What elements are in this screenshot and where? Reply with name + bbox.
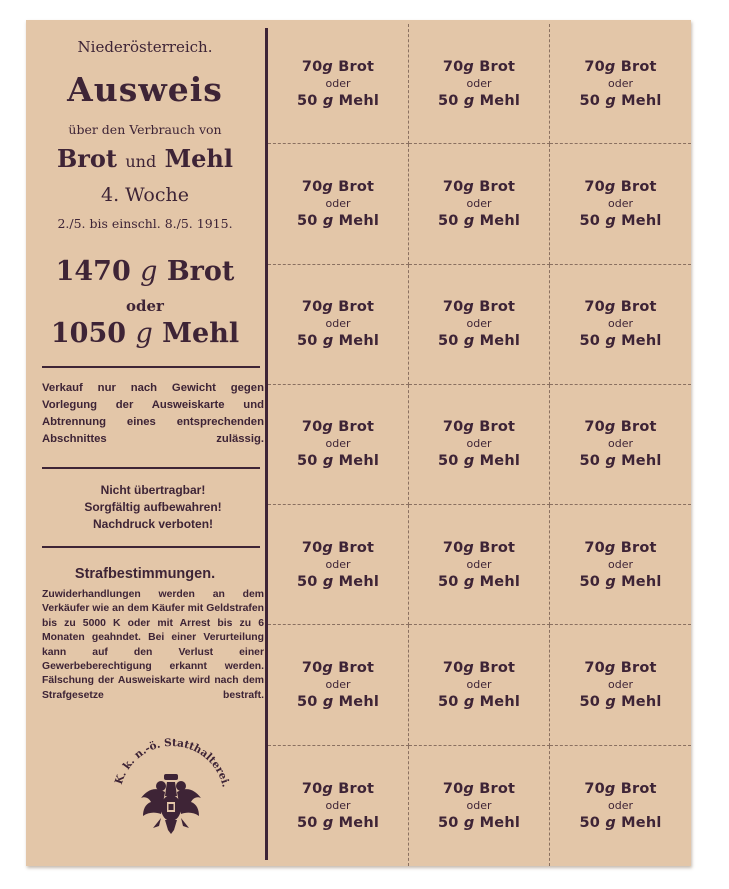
coupon-bread (302, 58, 374, 76)
coupon-bread-unit: g (322, 58, 334, 75)
coupon-flour-amount: 50 (437, 212, 459, 229)
coupon-flour-unit: g (463, 573, 475, 590)
coupon-flour-amount: 50 (579, 212, 601, 229)
coupon-bread (584, 659, 656, 677)
coupon-flour-unit: g (463, 333, 475, 350)
coupon-flour-amount: 50 (437, 453, 459, 470)
coupon-flour-amount: 50 (437, 333, 459, 350)
coupon-flour-unit: g (322, 92, 334, 109)
coupon-bread-item: Brot (338, 58, 375, 75)
coupon-flour-item: Mehl (479, 573, 521, 590)
coupon-bread (584, 178, 656, 196)
coupon-bread-amount: 70 (442, 539, 464, 556)
coupon-bread-amount: 70 (584, 178, 605, 195)
coupon-bread-unit: g (463, 178, 475, 195)
coupon-flour-unit: g (463, 92, 475, 109)
coupon-or: oder (607, 437, 633, 451)
coupon-flour-amount: 50 (579, 573, 601, 590)
coupon-flour (438, 92, 520, 110)
coupon-flour-item: Mehl (479, 333, 521, 350)
coupon-bread-amount: 70 (301, 539, 323, 556)
card-info-panel (26, 20, 264, 866)
coupon-or: oder (466, 678, 492, 692)
coupon-flour (297, 332, 379, 350)
region-label: Niederösterreich. (77, 38, 213, 56)
items-bread: Brot (56, 144, 118, 173)
date-range: 2./5. bis einschl. 8./5. 1915. (57, 216, 233, 231)
penalty-text: Zuwiderhandlungen werden an dem Verkäufer wie an dem Käufer mit Geldstrafen bis zu 5000 K oder mit Arrest bis zu 6 Monaten geahndet. Bei einer Verurteilung kann auf den Verlust einer Gewerbeberechtigung erkannt werden. Fälschung der Ausweiskarte wird nach dem Strafgesetze bestraft. (42, 589, 264, 701)
coupon-bread (584, 298, 656, 316)
coupon-bread-unit: g (463, 780, 475, 797)
coupon-flour-item: Mehl (479, 453, 521, 470)
coupon-or: oder (325, 557, 351, 571)
coupon-bread (302, 178, 374, 196)
coupon-bread-item: Brot (620, 660, 657, 677)
coupon-cell (268, 625, 409, 745)
coupon-cell (550, 625, 691, 745)
coupon-bread (302, 780, 374, 798)
penalty-title: Strafbestimmungen. (74, 566, 216, 582)
coupon-flour-item: Mehl (338, 92, 380, 109)
coupon-bread-amount: 70 (301, 780, 323, 797)
coupon-flour-unit: g (322, 453, 334, 470)
coupon-bread (443, 780, 515, 798)
coupon-bread-unit: g (463, 299, 475, 316)
coupon-bread-item: Brot (479, 539, 516, 556)
coupon-bread-amount: 70 (442, 58, 464, 75)
coupon-flour-amount: 50 (579, 694, 601, 711)
sale-conditions: Verkauf nur nach Gewicht gegen Vorlegung der Ausweiskarte und Abtrennung eines entsprechenden Abschnittes zulässig. (42, 382, 264, 445)
coupon-or: oder (466, 557, 492, 571)
coupon-or: oder (607, 76, 633, 90)
coupon-flour-item: Mehl (621, 453, 662, 470)
coupon-bread-amount: 70 (584, 299, 605, 316)
coupon-bread (302, 418, 374, 436)
coupon-flour (438, 693, 520, 711)
coupon-flour (579, 92, 661, 110)
coupon-bread-unit: g (322, 539, 334, 556)
coupon-or: oder (325, 196, 351, 210)
coupon-bread-amount: 70 (301, 419, 323, 436)
coupon-bread-unit: g (604, 178, 616, 195)
coupon-flour-item: Mehl (338, 694, 380, 711)
coupon-flour (438, 814, 520, 832)
coupon-or: oder (466, 437, 492, 451)
coupon-bread-item: Brot (479, 780, 516, 797)
coupon-bread-amount: 70 (442, 299, 464, 316)
coupon-or: oder (325, 678, 351, 692)
coupon-bread-amount: 70 (584, 58, 605, 75)
coupon-flour (579, 814, 661, 832)
coupon-cell (550, 24, 691, 144)
coupon-cell (409, 625, 550, 745)
coupon-flour-amount: 50 (296, 573, 318, 590)
coupon-or: oder (607, 317, 633, 331)
coupon-flour (579, 452, 661, 470)
coupon-flour-item: Mehl (338, 453, 380, 470)
bread-total-number: 1470 (55, 256, 131, 287)
coupon-bread-item: Brot (479, 660, 516, 677)
coupon-bread-unit: g (463, 58, 475, 75)
coupon-cell (550, 505, 691, 625)
coupon-cell (409, 144, 550, 264)
coupon-bread-item: Brot (620, 58, 657, 75)
coupon-flour-item: Mehl (479, 694, 521, 711)
coupon-or: oder (607, 196, 633, 210)
coupon-flour (438, 452, 520, 470)
coupon-flour-unit: g (605, 573, 616, 590)
coupon-bread-unit: g (604, 419, 616, 436)
coupon-flour-unit: g (605, 694, 616, 711)
coupon-bread-unit: g (322, 178, 334, 195)
eagle-seal-icon (106, 720, 236, 840)
coupon-bread-unit: g (604, 780, 616, 797)
coupon-flour-item: Mehl (621, 333, 662, 350)
coupon-flour (438, 573, 520, 591)
coupon-flour (297, 573, 379, 591)
coupon-bread-item: Brot (620, 419, 657, 436)
items-heading (26, 144, 264, 173)
coupon-flour-unit: g (322, 333, 334, 350)
coupon-bread-unit: g (604, 299, 616, 316)
seal-inscription: K. k. n.-ö. Statthalterei. (112, 736, 232, 789)
coupon-flour (579, 212, 661, 230)
coupon-cell (268, 265, 409, 385)
coupon-cell (409, 385, 550, 505)
coupon-bread-amount: 70 (584, 419, 605, 436)
coupon-cell (268, 24, 409, 144)
coupon-cell (550, 385, 691, 505)
coupon-flour-item: Mehl (621, 694, 662, 711)
coupon-cell (409, 746, 550, 866)
coupon-bread (302, 659, 374, 677)
coupon-flour-item: Mehl (338, 212, 380, 229)
card-title: Ausweis (67, 70, 223, 109)
coupon-flour-amount: 50 (437, 573, 459, 590)
coupon-bread-unit: g (322, 299, 334, 316)
coupon-or: oder (466, 196, 492, 210)
week-label: 4. Woche (101, 184, 189, 206)
coupon-bread-unit: g (463, 539, 475, 556)
coupon-bread-item: Brot (338, 660, 375, 677)
coupon-flour-item: Mehl (338, 573, 380, 590)
coupon-flour-amount: 50 (296, 92, 318, 109)
coupon-flour-unit: g (463, 212, 475, 229)
coupon-bread (584, 539, 656, 557)
coupon-bread-item: Brot (479, 58, 516, 75)
flour-total (26, 318, 264, 349)
coupon-bread-amount: 70 (584, 660, 605, 677)
coupon-flour (297, 693, 379, 711)
coupon-or: oder (607, 557, 633, 571)
coupon-or: oder (325, 798, 351, 812)
coupon-bread-amount: 70 (442, 660, 464, 677)
coupon-flour-item: Mehl (621, 814, 662, 831)
coupon-flour-amount: 50 (437, 814, 459, 831)
coupon-bread (443, 659, 515, 677)
coupon-flour (297, 92, 379, 110)
coupon-cell (268, 385, 409, 505)
coupon-bread-amount: 70 (301, 178, 323, 195)
flour-total-item: Mehl (162, 318, 240, 349)
coupon-or: oder (325, 437, 351, 451)
coupon-cell (550, 746, 691, 866)
coupon-bread-item: Brot (479, 419, 516, 436)
coupon-flour-amount: 50 (579, 92, 601, 109)
coupon-bread (443, 539, 515, 557)
coupon-flour-item: Mehl (479, 212, 521, 229)
coupon-flour-amount: 50 (296, 453, 318, 470)
coupon-grid (268, 24, 691, 866)
divider-1 (42, 366, 260, 368)
divider-2 (42, 467, 260, 469)
coupon-bread (584, 418, 656, 436)
coupon-flour-unit: g (605, 814, 616, 831)
notice-not-transferable: Nicht übertragbar! (100, 483, 206, 497)
coupon-flour (579, 332, 661, 350)
coupon-cell (409, 505, 550, 625)
coupon-cell (550, 144, 691, 264)
coupon-bread-amount: 70 (442, 780, 464, 797)
coupon-flour-amount: 50 (296, 814, 318, 831)
coupon-bread-item: Brot (479, 178, 516, 195)
ration-card (26, 20, 691, 866)
notice-no-reprint: Nachdruck verboten! (92, 517, 214, 531)
coupon-flour-unit: g (605, 212, 616, 229)
coupon-flour-amount: 50 (579, 814, 601, 831)
coupon-bread-unit: g (322, 780, 334, 797)
coupon-or: oder (325, 76, 351, 90)
coupon-bread-item: Brot (479, 299, 516, 316)
subtitle-usage: über den Verbrauch von (68, 122, 222, 137)
coupon-bread (443, 58, 515, 76)
coupon-flour-amount: 50 (296, 694, 318, 711)
coupon-bread-amount: 70 (584, 539, 605, 556)
coupon-bread-amount: 70 (301, 299, 323, 316)
coupon-bread-item: Brot (338, 178, 375, 195)
coupon-bread (302, 539, 374, 557)
coupon-flour-item: Mehl (621, 212, 662, 229)
coupon-flour-item: Mehl (621, 573, 662, 590)
coupon-cell (409, 24, 550, 144)
coupon-bread-item: Brot (620, 178, 657, 195)
items-flour: Mehl (164, 144, 233, 173)
coupon-bread-item: Brot (338, 299, 375, 316)
coupon-bread (443, 418, 515, 436)
coupon-bread (584, 780, 656, 798)
coupon-cell (268, 505, 409, 625)
bread-total-unit: g (140, 256, 158, 287)
flour-total-number: 1050 (50, 318, 127, 349)
coupon-bread-amount: 70 (442, 178, 464, 195)
coupon-bread-unit: g (604, 660, 616, 677)
coupon-bread (302, 298, 374, 316)
coupon-flour-amount: 50 (579, 453, 601, 470)
coupon-bread-unit: g (604, 58, 616, 75)
coupon-cell (268, 144, 409, 264)
coupon-cell (550, 265, 691, 385)
coupon-flour (297, 814, 379, 832)
items-and: und (125, 152, 157, 171)
coupon-bread-unit: g (604, 539, 616, 556)
divider-3 (42, 546, 260, 548)
coupon-flour-unit: g (322, 212, 334, 229)
coupon-flour (438, 212, 520, 230)
total-or: oder (126, 297, 164, 315)
coupon-bread-item: Brot (338, 539, 375, 556)
coupon-or: oder (607, 798, 633, 812)
bread-total-item: Brot (166, 256, 235, 287)
coupon-flour-unit: g (322, 694, 334, 711)
coupon-bread-amount: 70 (301, 58, 323, 75)
coupon-bread (443, 298, 515, 316)
coupon-flour-item: Mehl (621, 92, 662, 109)
coupon-flour (579, 573, 661, 591)
coupon-flour-unit: g (322, 573, 334, 590)
coupon-flour-unit: g (322, 814, 334, 831)
coupon-bread-unit: g (322, 660, 334, 677)
coupon-or: oder (466, 317, 492, 331)
coupon-bread-item: Brot (620, 299, 657, 316)
coupon-flour-item: Mehl (338, 814, 380, 831)
coupon-bread-amount: 70 (301, 660, 323, 677)
coupon-bread-item: Brot (620, 780, 657, 797)
coupon-bread (584, 58, 656, 76)
coupon-cell (268, 746, 409, 866)
coupon-flour-unit: g (463, 453, 475, 470)
coupon-flour (579, 693, 661, 711)
coupon-or: oder (325, 317, 351, 331)
bread-total (26, 256, 264, 287)
flour-total-unit: g (135, 318, 153, 349)
coupon-cell (409, 265, 550, 385)
coupon-flour-item: Mehl (338, 333, 380, 350)
coupon-flour-unit: g (463, 694, 475, 711)
coupon-flour (297, 212, 379, 230)
coupon-bread-item: Brot (338, 780, 375, 797)
coupon-flour-item: Mehl (479, 92, 521, 109)
coupon-flour-unit: g (605, 453, 616, 470)
coupon-flour-unit: g (463, 814, 475, 831)
coupon-flour (297, 452, 379, 470)
notices (42, 482, 264, 533)
coupon-bread-amount: 70 (584, 780, 605, 797)
coupon-or: oder (466, 798, 492, 812)
coupon-flour-amount: 50 (296, 333, 318, 350)
coupon-flour-amount: 50 (296, 212, 318, 229)
coupon-flour (438, 332, 520, 350)
coupon-flour-unit: g (605, 92, 616, 109)
coupon-or: oder (607, 678, 633, 692)
coupon-flour-amount: 50 (437, 694, 459, 711)
coupon-bread (443, 178, 515, 196)
coupon-bread-unit: g (322, 419, 334, 436)
coupon-flour-unit: g (605, 333, 616, 350)
notice-keep-safe: Sorgfältig aufbewahren! (84, 500, 222, 514)
coupon-bread-unit: g (463, 419, 475, 436)
coupon-bread-item: Brot (338, 419, 375, 436)
coupon-flour-amount: 50 (579, 333, 601, 350)
coupon-flour-item: Mehl (479, 814, 521, 831)
coupon-flour-amount: 50 (437, 92, 459, 109)
coupon-bread-amount: 70 (442, 419, 464, 436)
coupon-bread-unit: g (463, 660, 475, 677)
coupon-bread-item: Brot (620, 539, 657, 556)
coupon-or: oder (466, 76, 492, 90)
